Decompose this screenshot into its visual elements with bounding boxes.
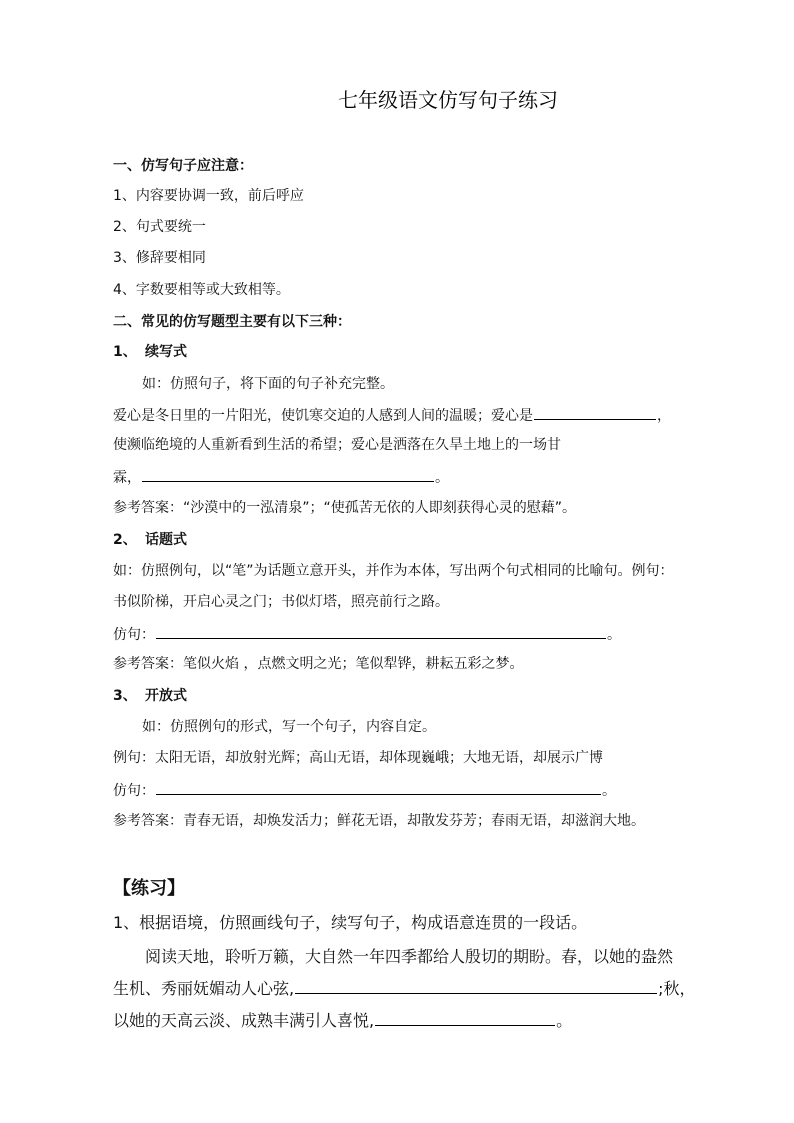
section1-item-3: 3、修辞要相同 (113, 250, 206, 266)
type3-name: 开放式 (145, 688, 187, 704)
answer-blank-3[interactable] (156, 624, 606, 639)
type2-name: 话题式 (145, 532, 187, 548)
section1-heading: 一、仿写句子应注意： (113, 158, 253, 174)
section1-item-1: 1、内容要协调一致，前后呼应 (113, 188, 304, 204)
answer-blank-5[interactable] (295, 977, 657, 994)
type1-answer: 参考答案：“沙漠中的一泓清泉”；“使孤苦无依的人即刻获得心灵的慰藉”。 (113, 500, 577, 516)
practice-passage-line2 (113, 977, 696, 1000)
practice-line3-end: 。 (556, 1011, 573, 1030)
practice-passage-line3 (113, 1009, 572, 1032)
type1-heading (113, 342, 187, 362)
type2-imitate-line (113, 624, 621, 645)
type2-heading (113, 530, 187, 550)
type2-imitate-end: 。 (607, 627, 621, 643)
type1-number: 1、 (113, 344, 137, 360)
type1-line3-end: 。 (435, 470, 449, 486)
practice-passage-line1: 阅读天地，聆听万籁，大自然一年四季都给人殷切的期盼。春，以她的盎然 (145, 947, 674, 966)
type3-instruction: 如：仿照例句的形式，写一个句子，内容自定。 (142, 719, 436, 735)
type1-line1-text: 爱心是冬日里的一片阳光，使饥寒交迫的人感到人间的温暖；爱心是 (113, 408, 533, 424)
type2-example: 书似阶梯，开启心灵之门；书似灯塔，照亮前行之路。 (113, 594, 449, 610)
practice-line2-end: ;秋， (658, 979, 696, 998)
answer-blank-6[interactable] (375, 1009, 555, 1026)
type3-imitate-label: 仿句： (113, 783, 155, 799)
type1-name: 续写式 (145, 344, 187, 360)
type3-imitate-line (113, 780, 616, 801)
type1-line1 (113, 405, 671, 426)
section1-item-4: 4、字数要相等或大致相等。 (113, 282, 290, 298)
type3-imitate-end: 。 (602, 783, 616, 799)
type1-line3 (113, 467, 449, 488)
type2-answer: 参考答案：笔似火焰 ，点燃文明之光；笔似犁铧，耕耘五彩之梦。 (113, 656, 524, 672)
type2-number: 2、 (113, 532, 137, 548)
answer-blank-4[interactable] (156, 780, 601, 795)
practice-line2-text: 生机、秀丽妩媚动人心弦, (113, 979, 295, 998)
practice-question-1: 1、根据语境，仿照画线句子，续写句子，构成语意连贯的一段话。 (113, 913, 588, 932)
answer-blank-1[interactable] (534, 405, 656, 420)
type3-number: 3、 (113, 688, 137, 704)
section1-item-2: 2、句式要统一 (113, 219, 206, 235)
type3-heading (113, 686, 187, 706)
type1-line2: 使濒临绝境的人重新看到生活的希望；爱心是洒落在久旱土地上的一场甘 (113, 437, 561, 453)
section2-heading: 二、常见的仿写题型主要有以下三种： (113, 314, 351, 330)
type2-instruction: 如：仿照例句，以“笔”为话题立意开头，并作为本体，写出两个句式相同的比喻句。例句： (113, 563, 674, 579)
type1-line1-end: ， (657, 408, 671, 424)
practice-line3-text: 以她的天高云淡、成熟丰满引人喜悦, (113, 1011, 375, 1030)
answer-blank-2[interactable] (142, 467, 434, 482)
page-title: 七年级语文仿写句子练习 (338, 88, 558, 112)
type2-imitate-label: 仿句： (113, 627, 155, 643)
type1-line3-text: 霖， (113, 470, 141, 486)
type3-answer: 参考答案：青春无语，却焕发活力；鲜花无语，却散发芬芳；春雨无语，却滋润大地。 (113, 813, 645, 829)
practice-heading: 【练习】 (113, 878, 185, 899)
type3-example: 例句：太阳无语，却放射光辉；高山无语，却体现巍峨；大地无语，却展示广博 (113, 750, 603, 766)
type1-instruction: 如：仿照句子，将下面的句子补充完整。 (142, 376, 394, 392)
